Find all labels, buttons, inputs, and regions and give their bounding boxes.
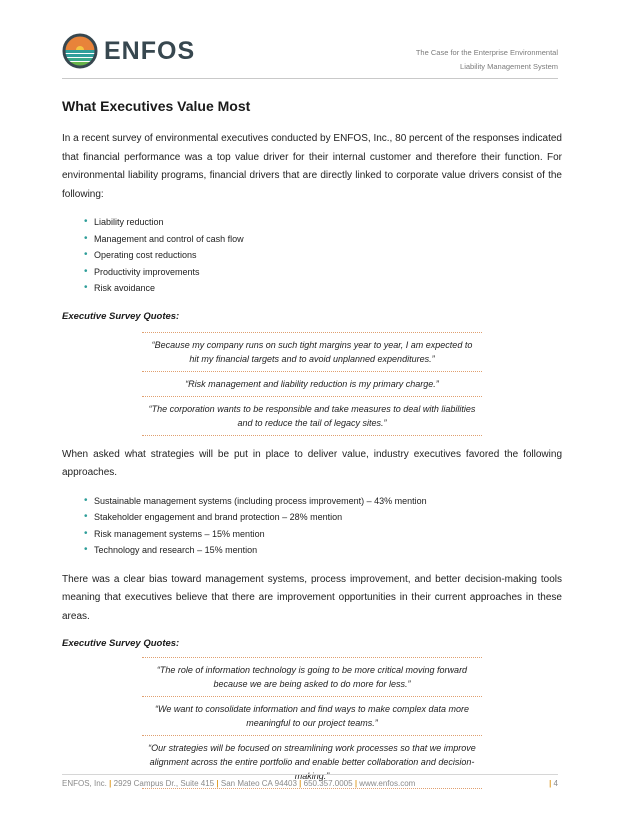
list-item: • Productivity improvements bbox=[84, 264, 562, 281]
footer-page: | 4 bbox=[549, 779, 558, 788]
footer-phone: 650.357.0005 bbox=[303, 779, 353, 788]
intro-paragraph: In a recent survey of environmental executives conducted by ENFOS, Inc., 80 percent of the responses indicated that financial performance was a top value driver for their internal customer and therefore their function. For environmental liability programs, financial drivers that are directly linked to corporate value drivers consist of the following: bbox=[62, 133, 562, 200]
bullet-icon: • bbox=[84, 232, 88, 244]
document-title bbox=[416, 46, 558, 74]
document-title-line-1: The Case for the Enterprise Environmental bbox=[415, 48, 558, 57]
strategies-list bbox=[62, 493, 562, 559]
list-item: • Liability reduction bbox=[84, 214, 562, 231]
footer-company: ENFOS, Inc. bbox=[62, 779, 107, 788]
quote: “Because my company runs on such tight margins year to year, I am expected to hit my financial targets and to avoid unplanned expenditures.” bbox=[151, 339, 473, 364]
logo-wordmark: ENFOS bbox=[104, 36, 196, 65]
main-content bbox=[62, 98, 562, 789]
quotes-label: Executive Survey Quotes: bbox=[62, 310, 180, 322]
list-item: • Technology and research – 15% mention bbox=[84, 542, 562, 559]
value-drivers-list bbox=[62, 214, 562, 297]
list-item: • Management and control of cash flow bbox=[84, 231, 562, 248]
footer-address: 2929 Campus Dr., Suite 415 bbox=[113, 779, 215, 788]
list-item: • Stakeholder engagement and brand protection – 28% mention bbox=[84, 509, 562, 526]
footer-website-link[interactable]: www.enfos.com bbox=[359, 779, 416, 788]
footer-city: San Mateo CA 94403 bbox=[220, 779, 297, 788]
quotes-block-2 bbox=[142, 657, 482, 789]
quotes-block-1 bbox=[142, 332, 482, 436]
bullet-icon: • bbox=[84, 282, 88, 293]
bullet-icon: • bbox=[84, 527, 88, 539]
quote: “Our strategies will be focused on streamlining work processes so that we improve alignment across the entire portfolio and enable better collaboration and decision-making.” bbox=[148, 743, 476, 781]
page-footer bbox=[62, 779, 558, 788]
list-item: • Risk avoidance bbox=[84, 280, 562, 297]
bullet-icon: • bbox=[84, 265, 88, 277]
bullet-icon: • bbox=[84, 249, 88, 260]
bullet-icon: • bbox=[84, 511, 88, 522]
list-item: • Sustainable management systems (including process improvement) – 43% mention bbox=[84, 493, 562, 510]
document-title-line-2: Liability Management System bbox=[460, 62, 558, 71]
quote-divider bbox=[142, 435, 482, 436]
enfos-logo-icon bbox=[62, 33, 98, 69]
list-item: • Risk management systems – 15% mention bbox=[84, 526, 562, 543]
bullet-icon: • bbox=[84, 494, 88, 506]
quote: “We want to consolidate information and find ways to make complex data more meaningful to our project teams.” bbox=[155, 704, 469, 728]
footer-divider bbox=[62, 774, 558, 775]
enfos-logo bbox=[62, 33, 195, 69]
bullet-icon: • bbox=[84, 544, 88, 555]
quote: “The corporation wants to be responsible and take measures to deal with liabilities and to reduce the tail of legacy sites.” bbox=[148, 403, 476, 428]
bullet-icon: • bbox=[84, 216, 88, 227]
list-item: • Operating cost reductions bbox=[84, 247, 562, 264]
quotes-label: Executive Survey Quotes: bbox=[62, 638, 180, 649]
quote: “Risk management and liability reduction is my primary charge.” bbox=[185, 378, 439, 389]
bias-paragraph: There was a clear bias toward management systems, process improvement, and better decision-making tools meaning that executives believe that there are improvement opportunities in their current approaches in these areas. bbox=[62, 573, 562, 622]
strategies-paragraph: When asked what strategies will be put in place to deliver value, industry executives favored the following approaches. bbox=[62, 448, 562, 478]
page-number: 4 bbox=[553, 779, 558, 788]
quote: “The role of information technology is going to be more critical moving forward because we are being asked to do more for less.” bbox=[156, 665, 468, 689]
section-heading: What Executives Value Most bbox=[62, 98, 251, 114]
header-divider bbox=[62, 78, 558, 79]
footer-contact: ENFOS, Inc. | 2929 Campus Dr., Suite 415 | San Mateo CA 94403 | 650.357.0005 | www.enfos.com bbox=[62, 779, 416, 788]
quote-divider bbox=[142, 788, 482, 789]
